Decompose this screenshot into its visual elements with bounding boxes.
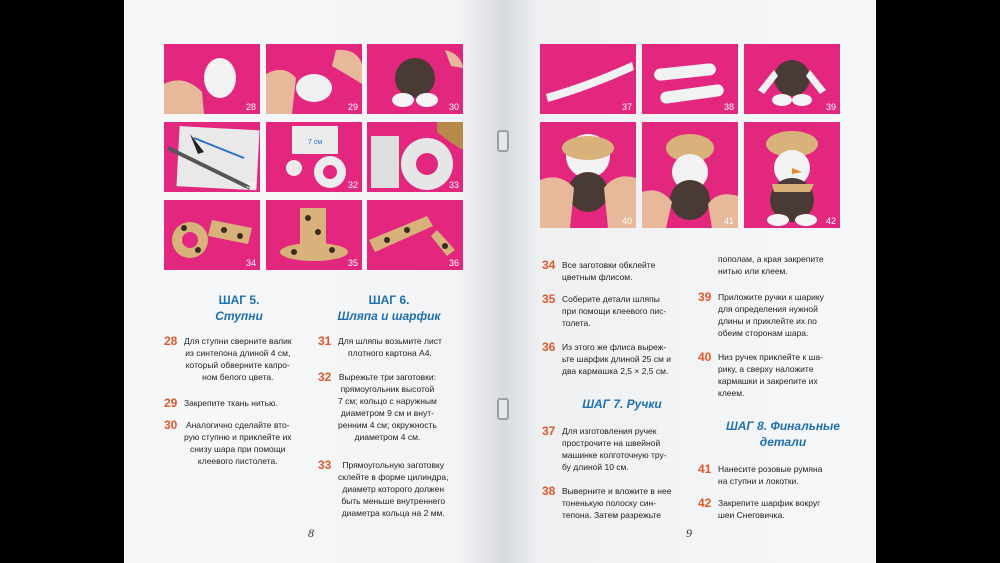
staple-bottom — [497, 398, 509, 420]
photo-40: 40 — [540, 122, 636, 228]
photo-33: 33 — [367, 122, 463, 192]
step7-heading — [542, 396, 702, 412]
photo-36: 36 — [367, 200, 463, 270]
photo-34: 34 — [164, 200, 260, 270]
photo-41: 41 — [642, 122, 738, 228]
staple-top — [497, 130, 509, 152]
snowman-arms-image — [642, 122, 738, 228]
step5-heading — [184, 292, 294, 324]
step5-title: ШАГ 5. — [218, 293, 260, 307]
ring-size-label: 7 см — [308, 139, 323, 146]
step8-heading — [698, 418, 868, 450]
photo-30: 30 — [367, 44, 463, 114]
photo-32: 7 см 32 — [266, 122, 362, 192]
photo-37: 37 — [540, 44, 636, 114]
photo-42: 42 — [744, 122, 840, 228]
photo-28: 28 — [164, 44, 260, 114]
photo-39: 39 — [744, 44, 840, 114]
step6-subtitle: Шляпа и шарфик — [337, 309, 441, 323]
step6-title: ШАГ 6. — [368, 293, 410, 307]
page-number-right: 9 — [686, 526, 692, 540]
photo-38: 38 — [642, 44, 738, 114]
step6-heading — [314, 292, 464, 324]
finished-snowman-image — [744, 122, 840, 228]
step5-subtitle: Ступни — [215, 309, 263, 323]
booklet-spread — [124, 0, 876, 563]
step8-title: ШАГ 8. Финальные — [726, 419, 840, 433]
step8-title-line2: детали — [759, 435, 807, 449]
photo-31: 31 — [164, 122, 260, 192]
photo-35: 35 — [266, 200, 362, 270]
left-page: 28 29 30 31 7 см 32 33 34 35 36 ШАГ 5. Ступни ШАГ 6. Шляпа и шарфик 28 Для ступни сверните валик из синтепона длиной 4 см, который обверните капро- ном белого цвета. 29 Закрепите ткань нитью. 30 Аналогично сделайте вто- рую ступню и приклейте их снизу шара при помощи клеевого пистолета. 31 Для шляпы возьмите лист плотного картона А4. 32 Вырежьте три заготовки: прямоугольник высотой 7 см; кольцо с наружным диаметром 9 см и внут- ренним 4 см; окружность диаметром 4 см. 33 Прямоугольную заготовку склейте в форме цилиндра, диаметр которого должен быть меньше внутреннего диаметра кольца на 2 мм. 8 — [124, 0, 502, 563]
snowman-pocket-image — [540, 122, 636, 228]
page-number-left: 8 — [308, 526, 314, 540]
photo-29: 29 — [266, 44, 362, 114]
step7-title: ШАГ 7. Ручки — [582, 397, 662, 411]
right-page: 37 38 39 40 41 42 34 Все заготовки обклейте цветным флисом. 35 Соберите детали шляпы при помощи клеевого пис- толета. 36 Из этого же флиса выреж- ьте шарфик длиной 25 см и два кармашка 2,5 × 2,5 см. ШАГ 7. Ручки 37 Для изготовления ручек прострочите на швейной машинке колготочную тру- бу длиной 10 см. 38 Выверните и вложите в нее тоненькую полоску син- тепона. Затем разрежьте пополам, а края закрепите нитью или клеем. 39 Приложите ручки к шарику для определения нужной длины и приклейте их по обеим сторонам шара. 40 Низ ручек приклейте к ша- рику, а сверху наложите кармашки и закрепите их клеем. ШАГ 8. Финальные детали 41 Нанесите розовые румяна на ступни и локотки. 42 Закрепите шарфик вокруг шеи Снеговичка. 9 — [502, 0, 876, 563]
